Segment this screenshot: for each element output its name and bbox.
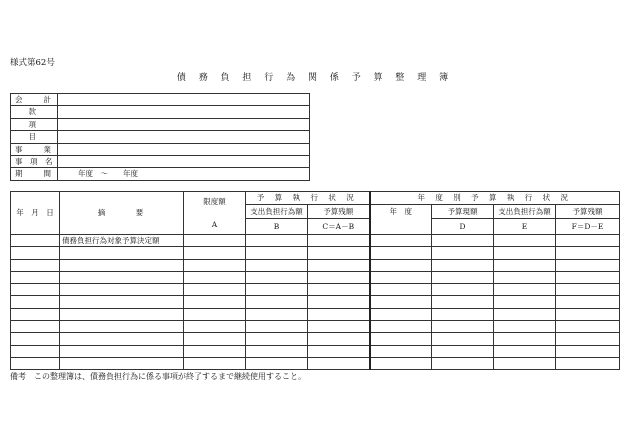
cell-budget-balance[interactable] [308,296,370,308]
info-value[interactable] [58,118,310,130]
cell-yearly-balance[interactable] [556,284,620,296]
info-row-period [11,168,310,180]
cell-summary[interactable] [60,321,184,333]
cell-fiscal-year[interactable] [370,247,432,259]
info-value[interactable] [58,131,310,143]
table-row [11,333,620,345]
cell-expense-act[interactable] [246,259,308,271]
form-number: 様式第62号 [10,58,55,68]
cell-expense-act[interactable] [246,247,308,259]
cell-yearly-balance[interactable] [556,259,620,271]
header-yearly-balance: 予算残額 [556,205,620,219]
cell-yearly-expense-act[interactable] [494,259,556,271]
header-summary: 摘 要 [60,192,184,235]
cell-yearly-expense-act[interactable] [494,235,556,247]
cell-yearly-expense-act[interactable] [494,357,556,369]
cell-budget-current[interactable] [432,284,494,296]
cell-budget-current[interactable] [432,345,494,357]
cell-summary[interactable] [60,284,184,296]
cell-budget-current[interactable] [432,259,494,271]
cell-limit[interactable] [184,271,246,283]
cell-yearly-expense-act[interactable] [494,345,556,357]
header-expense-act-code: B [246,219,308,235]
cell-yearly-balance[interactable] [556,321,620,333]
ledger-table [10,191,620,370]
cell-yearly-expense-act[interactable] [494,321,556,333]
cell-fiscal-year[interactable] [370,333,432,345]
cell-expense-act[interactable] [246,271,308,283]
ledger-body [11,235,620,370]
remarks-note: 備考 この整理簿は、債務負担行為に係る事項が終了するまで継続使用すること。 [10,372,306,381]
cell-limit[interactable] [184,247,246,259]
cell-yearly-balance[interactable] [556,333,620,345]
cell-date[interactable] [11,271,60,283]
info-value[interactable] [58,106,310,118]
header-limit-code: A [211,220,218,229]
table-row [11,259,620,271]
info-row-moku [11,131,310,143]
table-row [11,357,620,369]
cell-budget-balance[interactable] [308,271,370,283]
cell-limit[interactable] [184,284,246,296]
cell-yearly-expense-act[interactable] [494,333,556,345]
info-label: 会 計 [11,94,58,106]
cell-date[interactable] [11,333,60,345]
cell-expense-act[interactable] [246,345,308,357]
cell-limit[interactable] [184,333,246,345]
cell-limit[interactable] [184,259,246,271]
cell-fiscal-year[interactable] [370,321,432,333]
cell-expense-act[interactable] [246,333,308,345]
cell-limit[interactable] [184,296,246,308]
cell-date[interactable] [11,235,60,247]
info-label: 事 業 [11,143,58,155]
cell-yearly-balance[interactable] [556,247,620,259]
cell-budget-current[interactable] [432,271,494,283]
cell-summary[interactable] [60,296,184,308]
info-row-item-name [11,155,310,167]
header-yearly-balance-code: F＝D－E [556,219,620,235]
table-row [11,296,620,308]
cell-fiscal-year[interactable] [370,357,432,369]
cell-expense-act[interactable] [246,357,308,369]
cell-budget-balance[interactable] [308,247,370,259]
table-row [11,235,620,247]
cell-budget-current[interactable] [432,308,494,320]
cell-budget-current[interactable] [432,321,494,333]
cell-budget-current[interactable] [432,247,494,259]
info-label: 事 項 名 [11,155,58,167]
cell-budget-balance[interactable] [308,284,370,296]
cell-summary[interactable] [60,333,184,345]
cell-fiscal-year[interactable] [370,296,432,308]
header-limit-label: 限度額 [203,196,226,206]
cell-yearly-balance[interactable] [556,308,620,320]
table-row [11,321,620,333]
cell-date[interactable] [11,357,60,369]
cell-date[interactable] [11,247,60,259]
header-budget-current: 予算現額 [432,205,494,219]
cell-budget-current[interactable] [432,235,494,247]
cell-budget-current[interactable] [432,357,494,369]
cell-budget-balance[interactable] [308,357,370,369]
header-budget-current-code: D [432,219,494,235]
cell-date[interactable] [11,284,60,296]
cell-expense-act[interactable] [246,308,308,320]
info-row-project [11,143,310,155]
period-value[interactable]: 年度 ～ 年度 [58,168,310,180]
cell-limit[interactable] [184,308,246,320]
info-label: 項 [11,118,58,130]
cell-yearly-balance[interactable] [556,345,620,357]
cell-budget-balance[interactable] [308,259,370,271]
cell-date[interactable] [11,296,60,308]
info-row-account [11,94,310,106]
header-exec-group: 予 算 執 行 状 況 [246,192,370,205]
info-row-kan [11,106,310,118]
cell-yearly-expense-act[interactable] [494,247,556,259]
header-date: 年 月 日 [11,192,60,235]
info-value[interactable] [58,155,310,167]
cell-budget-balance[interactable] [308,345,370,357]
cell-limit[interactable] [184,345,246,357]
document-title: 債 務 負 担 行 為 関 係 予 算 整 理 簿 [176,73,454,83]
cell-yearly-expense-act[interactable] [494,308,556,320]
table-row [11,284,620,296]
cell-date[interactable] [11,308,60,320]
cell-yearly-balance[interactable] [556,357,620,369]
cell-summary[interactable] [60,247,184,259]
cell-expense-act[interactable] [246,296,308,308]
cell-budget-balance[interactable] [308,321,370,333]
cell-limit[interactable] [184,321,246,333]
header-budget-balance-code: C＝A－B [308,219,370,235]
cell-date[interactable] [11,259,60,271]
cell-fiscal-year[interactable] [370,259,432,271]
cell-summary[interactable] [60,308,184,320]
cell-fiscal-year[interactable] [370,308,432,320]
header-limit [184,192,246,235]
info-label: 目 [11,131,58,143]
cell-budget-balance[interactable] [308,308,370,320]
header-row-1 [11,192,620,205]
cell-summary[interactable] [60,259,184,271]
info-row-kou [11,118,310,130]
cell-summary[interactable] [60,357,184,369]
cell-yearly-balance[interactable] [556,235,620,247]
cell-date[interactable] [11,345,60,357]
cell-fiscal-year[interactable] [370,235,432,247]
cell-limit[interactable] [184,357,246,369]
info-value[interactable] [58,94,310,106]
table-row [11,247,620,259]
header-budget-balance: 予算残額 [308,205,370,219]
cell-yearly-expense-act[interactable] [494,284,556,296]
table-row [11,308,620,320]
header-yearly-group: 年 度 別 予 算 執 行 状 況 [370,192,620,205]
cell-yearly-balance[interactable] [556,296,620,308]
cell-budget-balance[interactable] [308,235,370,247]
cell-budget-current[interactable] [432,333,494,345]
cell-yearly-balance[interactable] [556,271,620,283]
info-label: 期 間 [11,168,58,180]
cell-limit[interactable] [184,235,246,247]
cell-yearly-expense-act[interactable] [494,296,556,308]
info-label: 款 [11,106,58,118]
cell-fiscal-year[interactable] [370,345,432,357]
table-row [11,345,620,357]
info-table [10,93,310,181]
header-yearly-expense-act: 支出負担行為額 [494,205,556,219]
cell-summary[interactable] [60,345,184,357]
header-expense-act: 支出負担行為額 [246,205,308,219]
cell-expense-act[interactable] [246,284,308,296]
cell-fiscal-year[interactable] [370,284,432,296]
cell-summary[interactable]: 債務負担行為対象予算決定額 [60,235,184,247]
table-row [11,271,620,283]
info-value[interactable] [58,143,310,155]
cell-expense-act[interactable] [246,235,308,247]
cell-fiscal-year[interactable] [370,271,432,283]
header-fiscal-year: 年 度 [370,205,432,235]
cell-yearly-expense-act[interactable] [494,271,556,283]
cell-budget-current[interactable] [432,296,494,308]
header-yearly-expense-act-code: E [494,219,556,235]
cell-date[interactable] [11,321,60,333]
cell-summary[interactable] [60,271,184,283]
cell-budget-balance[interactable] [308,333,370,345]
cell-expense-act[interactable] [246,321,308,333]
